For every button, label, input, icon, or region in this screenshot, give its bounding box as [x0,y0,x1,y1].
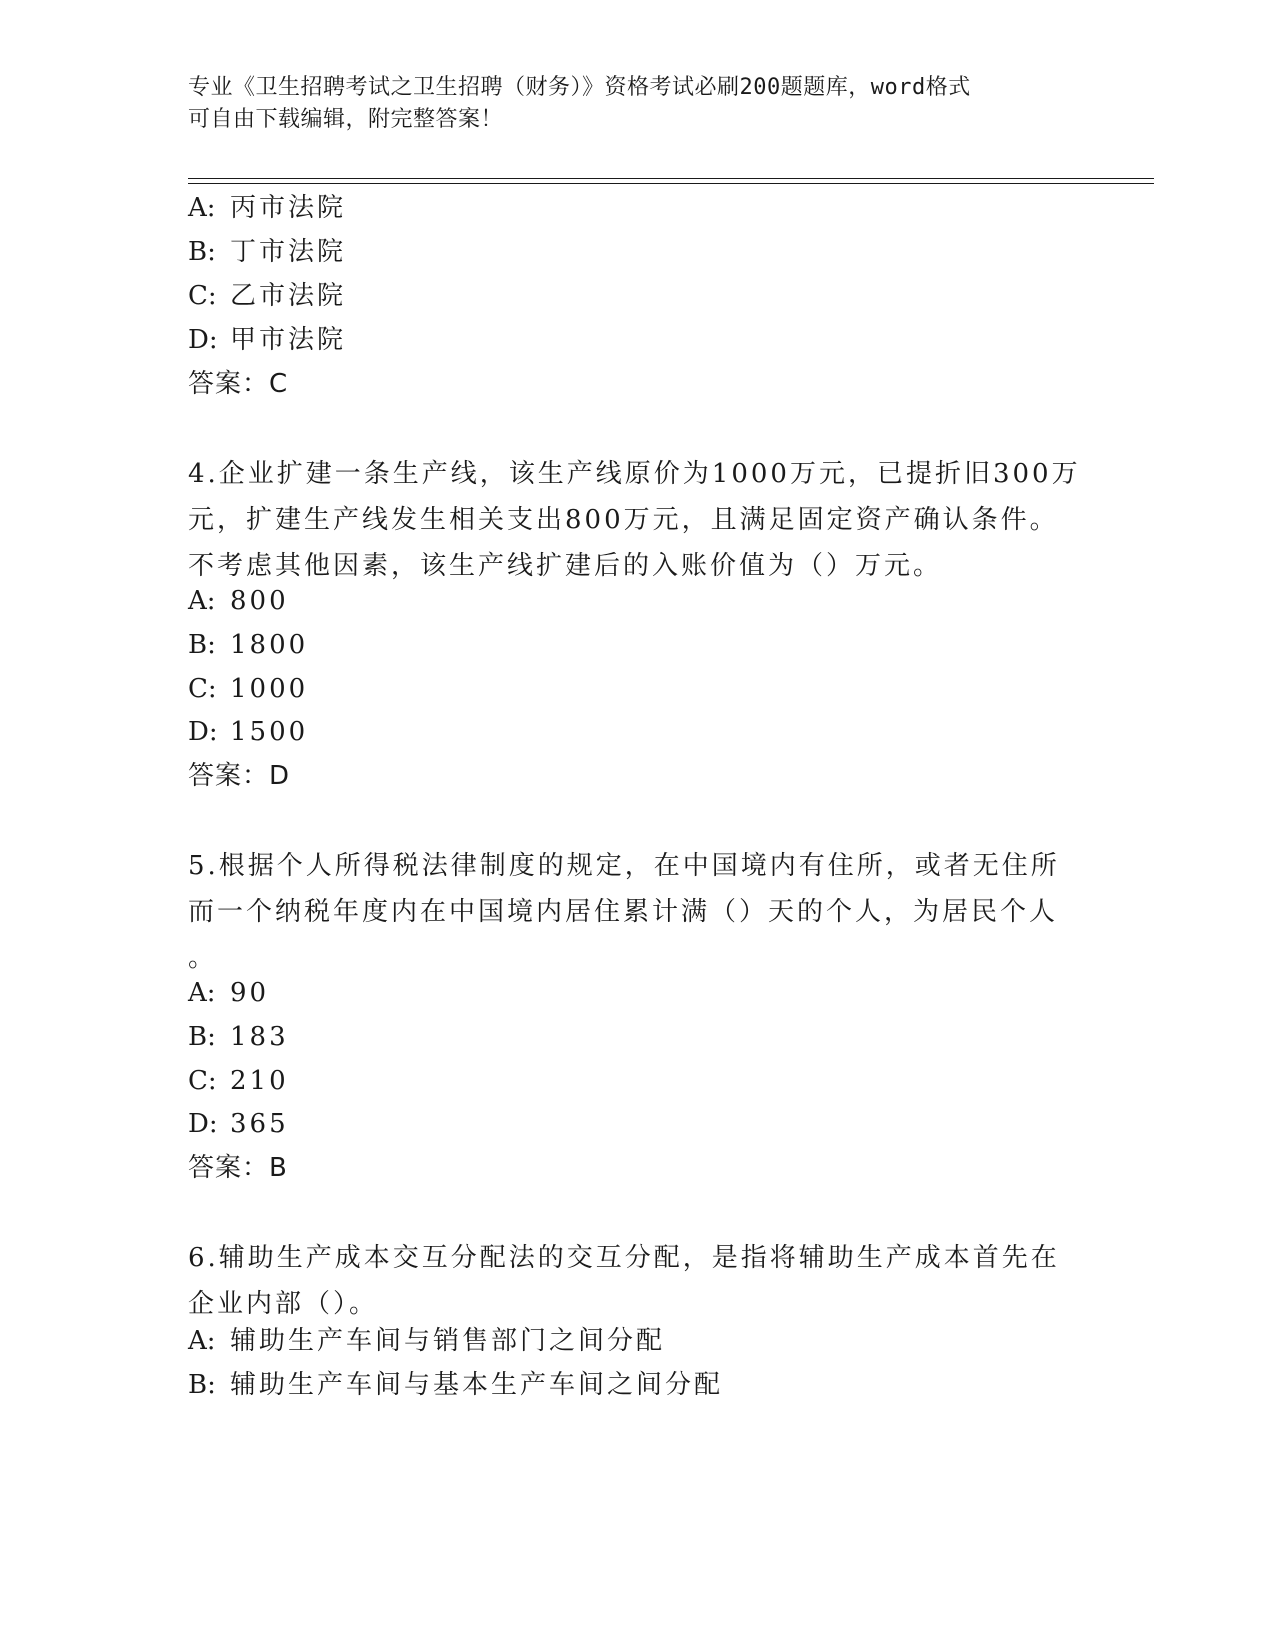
option-letter: C: [188,674,217,704]
q5-stem-line1: 5.根据个人所得税法律制度的规定，在中国境内有住所，或者无住所 [188,851,1060,881]
option-text: 丁市法院 [230,237,347,267]
option-text: 1000 [230,674,309,704]
q5-answer: 答案：B [188,1153,288,1183]
option-letter: A: [188,586,216,616]
option-text: 辅助生产车间与销售部门之间分配 [230,1326,666,1356]
option-letter: A: [188,193,216,223]
option-text: 乙市法院 [230,281,347,311]
q4-stem-line3: 不考虑其他因素，该生产线扩建后的入账价值为（）万元。 [188,551,943,581]
option-letter: B: [188,1370,216,1400]
option-letter: C: [188,281,217,311]
q5-option-a [188,975,269,1011]
q4-option-d [188,714,308,750]
option-text: 800 [230,586,289,616]
q4-stem-line2: 元，扩建生产线发生相关支出800万元，且满足固定资产确认条件。 [188,505,1059,535]
option-text: 183 [230,1022,289,1052]
header-title-line1: 专业《卫生招聘考试之卫生招聘（财务）》资格考试必刷200题题库，word格式 [188,75,971,100]
option-text: 90 [230,978,270,1008]
option-letter: B: [188,630,216,660]
q3-option-b [188,234,346,270]
option-letter: B: [188,1022,216,1052]
option-text: 1500 [230,717,309,747]
q3-option-c [188,278,346,314]
q6-option-a [188,1323,665,1359]
option-text: 辅助生产车间与基本生产车间之间分配 [230,1370,724,1400]
header-title-line2: 可自由下载编辑，附完整答案！ [188,107,504,132]
option-text: 甲市法院 [230,325,347,355]
q4-option-b [188,627,308,663]
option-letter: D: [188,325,218,355]
option-text: 1800 [230,630,309,660]
q5-stem [188,843,1088,981]
q6-stem-line1: 6.辅助生产成本交互分配法的交互分配，是指将辅助生产成本首先在 [188,1243,1060,1273]
q3-option-a [188,190,346,226]
option-letter: D: [188,1109,218,1139]
option-letter: C: [188,1066,217,1096]
q5-stem-line2: 而一个纳税年度内在中国境内居住累计满（）天的个人，为居民个人 [188,897,1059,927]
q6-stem-line2: 企业内部（）。 [188,1289,379,1319]
q3-answer: 答案：C [188,369,289,399]
option-text: 丙市法院 [230,193,347,223]
q6-stem [188,1235,1088,1327]
q4-stem [188,451,1088,589]
q5-stem-line3: 。 [188,943,218,973]
q5-option-b [188,1019,289,1055]
option-letter: D: [188,717,218,747]
q4-option-c [188,671,308,707]
option-text: 210 [230,1066,289,1096]
q3-option-d [188,322,346,358]
header-divider-bottom [188,183,1154,184]
q4-stem-line1: 4.企业扩建一条生产线，该生产线原价为1000万元，已提折旧300万 [188,459,1081,489]
q4-answer: 答案：D [188,761,291,791]
document-header [188,72,1068,136]
q5-option-d [188,1106,289,1142]
q6-option-b [188,1367,723,1403]
option-letter: B: [188,237,216,267]
option-letter: A: [188,1326,216,1356]
header-divider-top [188,178,1154,179]
option-letter: A: [188,978,216,1008]
option-text: 365 [230,1109,289,1139]
q4-option-a [188,583,289,619]
q5-option-c [188,1063,289,1099]
